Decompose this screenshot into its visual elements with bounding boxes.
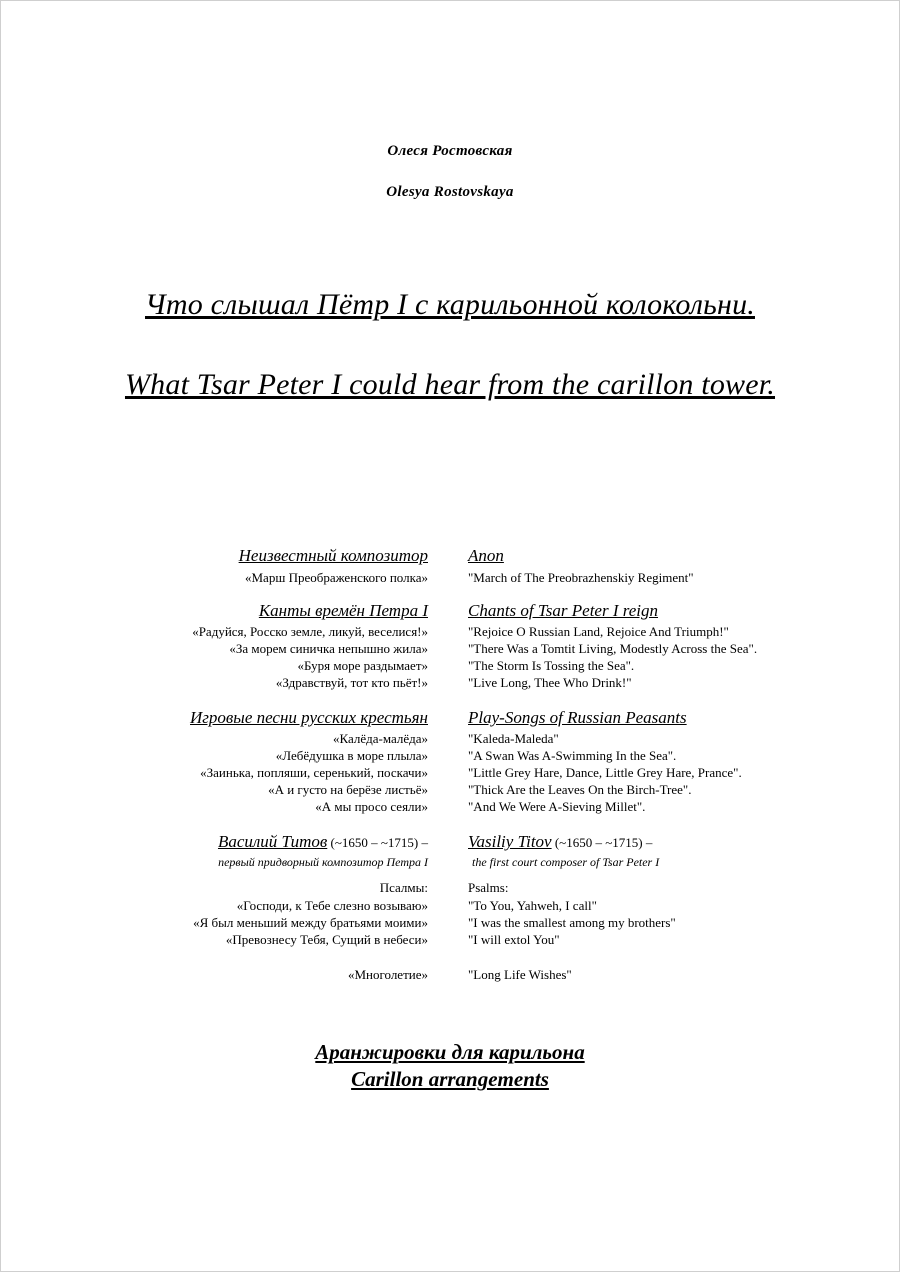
composer-subtitle-en: the first court composer of Tsar Peter I [472, 855, 660, 869]
section-heading-en: Anon [468, 546, 504, 565]
piece-title-ru: «А мы просо сеяли» [315, 799, 428, 814]
psalm-title-ru: «Превознесу Тебя, Сущий в небеси» [225, 932, 428, 947]
composer-subtitle-ru: первый придворный композитор Петра I [218, 855, 428, 869]
section-heading-en: Play-Songs of Russian Peasants [468, 708, 687, 727]
piece-title-ru: «А и густо на берёзе листьё» [268, 782, 428, 797]
piece-title-en: "March of The Preobrazhenskiy Regiment" [468, 570, 694, 585]
psalm-title-en: "I was the smallest among my brothers" [468, 915, 676, 930]
author-name-ru: Олеся Ростовская [387, 143, 513, 159]
piece-title-en: "Thick Are the Leaves On the Birch-Tree". [468, 782, 692, 797]
piece-title-ru: «Калёда-малёда» [332, 731, 428, 746]
composer-name-en: Vasiliy Titov [468, 832, 552, 851]
piece-title-en: "And We Were A-Sieving Millet". [468, 799, 646, 814]
piece-title-ru: «Марш Преображенского полка» [244, 570, 428, 585]
section-heading-en: Chants of Tsar Peter I reign [468, 601, 659, 620]
footer-en: Carillon arrangements [351, 1067, 549, 1091]
psalm-title-ru: «Господи, к Тебе слезно возываю» [236, 898, 428, 913]
piece-title-ru: «Буря море раздымает» [297, 658, 428, 673]
mnogoletie-ru: «Многолетие» [347, 967, 428, 982]
composer-heading-ru [218, 832, 428, 852]
footer-ru: Аранжировки для карильона [315, 1040, 585, 1064]
piece-title-en: "The Storm Is Tossing the Sea". [468, 658, 635, 673]
section-heading-ru: Канты времён Петра I [258, 601, 428, 620]
piece-title-en: "There Was a Tomtit Living, Modestly Across the Sea". [468, 641, 758, 656]
section-heading-ru: Неизвестный композитор [238, 546, 428, 565]
psalms-label-en: Psalms: [468, 880, 509, 895]
piece-title-en: "A Swan Was A-Swimming In the Sea". [468, 748, 677, 763]
piece-title-ru: «Здравствуй, тот кто пьёт!» [275, 675, 428, 690]
piece-title-ru: «Радуйся, Росско земле, ликуй, веселися!» [192, 624, 428, 639]
section-heading-ru: Игровые песни русских крестьян [190, 708, 428, 727]
composer-name-ru: Василий Титов [217, 832, 328, 851]
composer-heading-en [468, 832, 652, 852]
title-ru: Что слышал Пётр I с карильонной колокольни. [145, 288, 755, 321]
piece-title-ru: «Лебёдушка в море плыла» [275, 748, 428, 763]
composer-dates-en: (~1650 – ~1715) – [551, 835, 653, 850]
piece-title-en: "Little Grey Hare, Dance, Little Grey Hare, Prance". [468, 765, 742, 780]
mnogoletie-en: "Long Life Wishes" [468, 967, 572, 982]
piece-title-en: "Kaleda-Maleda" [468, 731, 559, 746]
author-name-en: Olesya Rostovskaya [386, 184, 514, 200]
piece-title-ru: «Заинька, попляши, серенький, поскачи» [200, 765, 428, 780]
psalm-title-en: "To You, Yahweh, I call" [468, 898, 597, 913]
psalms-label-ru: Псалмы: [379, 880, 428, 895]
psalm-title-en: "I will extol You" [468, 932, 560, 947]
title-en: What Tsar Peter I could hear from the carillon tower. [124, 368, 776, 401]
piece-title-ru: «За морем синичка непышно жила» [229, 641, 428, 656]
psalm-title-ru: «Я был меньший между братьями моими» [193, 915, 428, 930]
composer-dates-ru: (~1650 – ~1715) – [327, 835, 428, 850]
piece-title-en: "Rejoice O Russian Land, Rejoice And Triumph!" [468, 624, 729, 639]
piece-title-en: "Live Long, Thee Who Drink!" [468, 675, 632, 690]
